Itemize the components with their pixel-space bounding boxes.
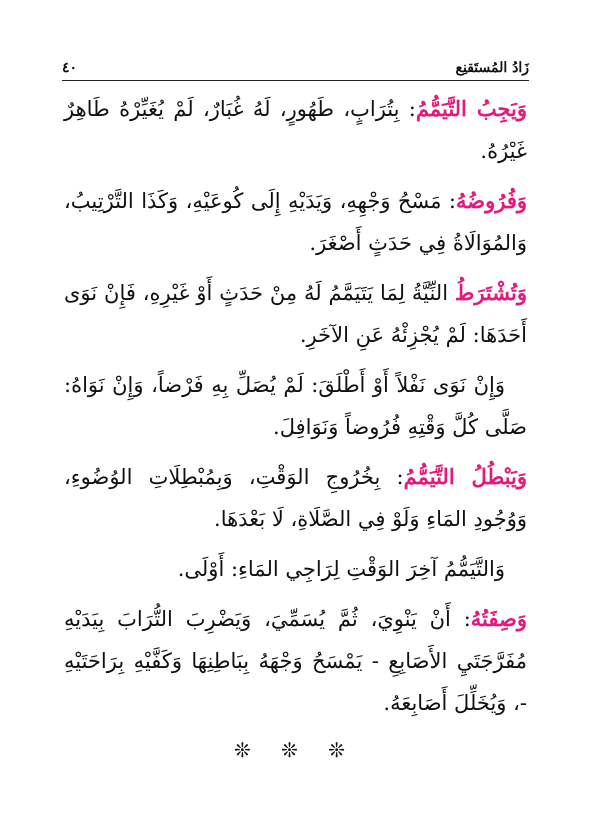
page-header <box>62 52 529 76</box>
paragraph-delay <box>64 548 527 590</box>
keyword: وَيَبْطُلُ التَّيَمُّمُ <box>403 464 527 489</box>
paragraph-text: وَإِنْ نَوَى نَفْلاً أَوْ أَطْلَقَ: لَمْ يُصَلِّ بِهِ فَرْضاً، وَإِنْ نَوَاهُ: صَلَّى كُلَّ وَقْتِهِ فُرُوضاً وَنَوَافِلَ. <box>64 373 527 439</box>
header-divider <box>62 80 529 81</box>
paragraph-obligations <box>64 180 527 264</box>
main-text <box>64 88 527 732</box>
paragraph-text: وَالتَّيَمُّمُ آخِرَ الوَقْتِ لِرَاجِي المَاءِ: أَوْلَى. <box>177 557 505 581</box>
page-number: ٤٠ <box>62 60 78 76</box>
keyword: وَصِفَتُهُ <box>470 606 527 631</box>
keyword: وَفُرُوضُهُ <box>456 188 527 213</box>
paragraph-description <box>64 598 527 724</box>
section-ornament: ❊ ❊ ❊ <box>234 738 357 762</box>
keyword: وَيَجِبُ التَّيَمُّمُ <box>415 96 527 121</box>
paragraph-text: : بِتُرَابٍ، طَهُورٍ، لَهُ غُبَارٌ، لَمْ يُغَيِّرْهُ طَاهِرٌ غَيْرُهُ. <box>64 97 527 163</box>
paragraph-text: : مَسْحُ وَجْهِهِ، وَيَدَيْهِ إِلَى كُوعَيْهِ، وَكَذَا التَّرْتِيبُ، وَالمُوَالَاةُ فِي حَدَثٍ أَصْغَرَ. <box>64 189 527 255</box>
paragraph-invalidation <box>64 456 527 540</box>
paragraph-text: : بِخُرُوجِ الوَقْتِ، وَبِمُبْطِلَاتِ الوُضُوءِ، وَوُجُودِ المَاءِ وَلَوْ فِي الصَّلَاةِ، لَا بَعْدَهَا. <box>64 465 527 531</box>
keyword: وَتُشْتَرَطُ <box>454 280 527 305</box>
paragraph-voluntary <box>64 364 527 448</box>
paragraph-text: : أَنْ يَنْوِيَ، ثُمَّ يُسَمِّيَ، وَيَضْرِبَ التُّرَابَ بِيَدَيْهِ مُفَرَّجَتَيِ الأَصَابِعِ - يَمْسَحُ وَجْهَهُ بِبَاطِنِهَا وَكَفَّيْهِ بِرَاحَتَيْهِ -، وَيُخَلِّلَ أَصَابِعَهُ. <box>64 607 527 715</box>
paragraph-text: النِّيَّةُ لِمَا يَتَيَمَّمُ لَهُ مِنْ حَدَثٍ أَوْ غَيْرِهِ، فَإِنْ نَوَى أَحَدَهَا: لَمْ يُجْزِئْهُ عَنِ الآخَرِ. <box>64 281 527 347</box>
paragraph-tayammum-obligation <box>64 88 527 172</box>
book-title: زَادُ المُستَقنِع <box>455 60 529 76</box>
paragraph-intention <box>64 272 527 356</box>
